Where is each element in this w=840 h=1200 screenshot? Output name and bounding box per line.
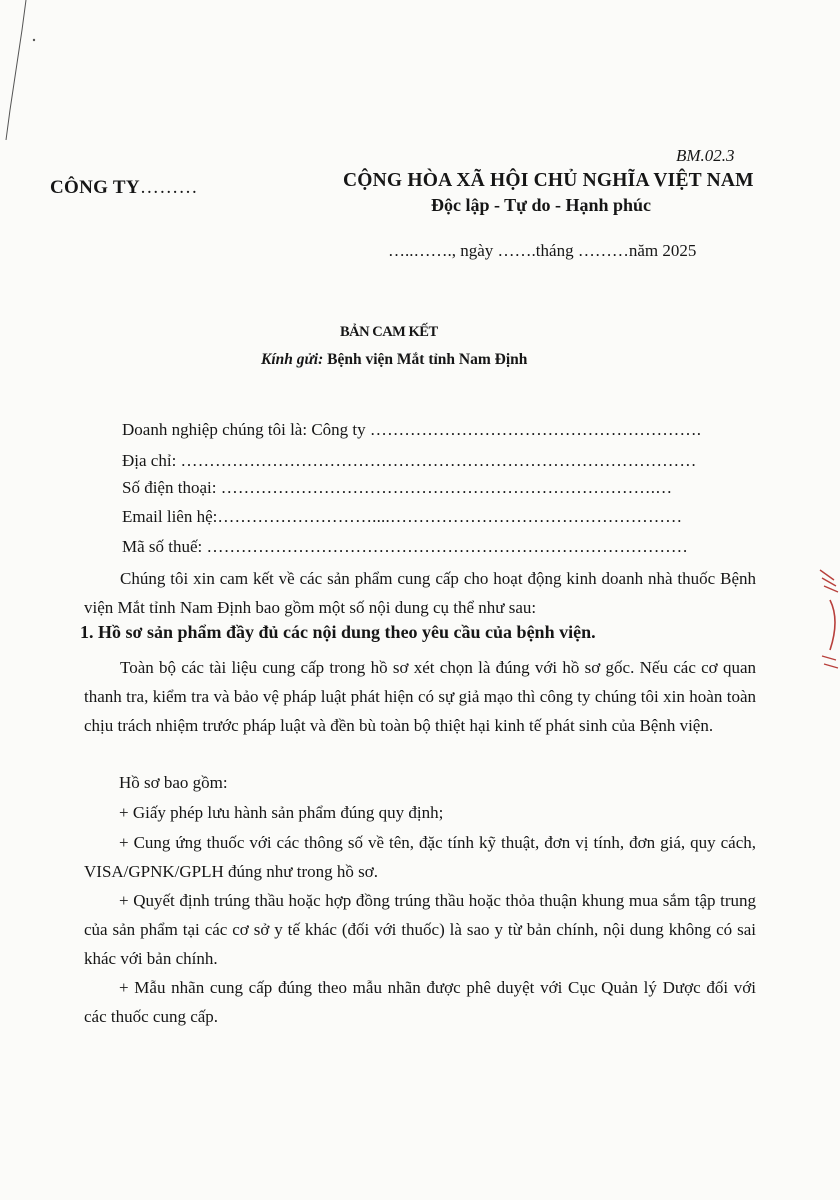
date-line: …..……., ngày …….tháng ………năm 2025 xyxy=(388,241,697,260)
field-label: Doanh nghiệp chúng tôi là: Công ty xyxy=(122,420,366,439)
field-dots: ………………………………………………………………….… xyxy=(220,478,673,497)
field-label: Số điện thoại: xyxy=(122,478,217,497)
section-1-heading: 1. Hồ sơ sản phẩm đầy đủ các nội dung theo yêu cầu của bệnh viện. xyxy=(80,622,596,642)
recipient-label: Kính gửi: xyxy=(261,351,324,368)
red-stamp-edge xyxy=(816,560,840,680)
list-item: + Mẫu nhãn cung cấp đúng theo mẫu nhãn được phê duyệt với Cục Quản lý Dược đối với các thuốc cung cấp. xyxy=(84,978,756,1026)
field-company xyxy=(122,420,701,440)
field-label: Địa chỉ: xyxy=(122,451,177,470)
field-label: Email liên hệ: xyxy=(122,507,218,526)
list-item: + Cung ứng thuốc với các thông số về tên, đặc tính kỹ thuật, đơn vị tính, đơn giá, quy cách, VISA/GPNK/GPLH đúng như trong hồ sơ. xyxy=(84,833,756,881)
field-dots: ………………………………………………………………………… xyxy=(206,537,689,556)
field-dots: ………………………....…………………………………………… xyxy=(217,507,683,526)
list-item: + Quyết định trúng thầu hoặc hợp đồng trúng thầu hoặc thỏa thuận khung mua sắm tập trung của sản phẩm tại các cơ sở y tế khác (đối với thuốc) là sao y từ bản chính, nội dung không có sai khác với bản chính. xyxy=(84,891,756,968)
scan-edge-mark xyxy=(2,0,42,140)
field-phone xyxy=(122,478,672,498)
intro-paragraph: Chúng tôi xin cam kết về các sản phẩm cung cấp cho hoạt động kinh doanh nhà thuốc Bệnh viện Mắt tỉnh Nam Định bao gồm một số nội dung cụ thể như sau: xyxy=(84,569,756,617)
section-1-paragraph: Toàn bộ các tài liệu cung cấp trong hồ sơ xét chọn là đúng với hồ sơ gốc. Nếu các cơ quan thanh tra, kiểm tra và bảo vệ pháp luật phát hiện có sự giả mạo thì công ty chúng tôi xin hoàn toàn chịu trách nhiệm trước pháp luật và đền bù toàn bộ thiệt hại kinh tế phát sinh của Bệnh viện. xyxy=(84,658,756,735)
document-title: BẢN CAM KẾT xyxy=(340,324,438,340)
field-email xyxy=(122,507,682,527)
company-label: CÔNG TY xyxy=(50,177,140,198)
recipient-line xyxy=(261,351,527,369)
national-motto: Độc lập - Tự do - Hạnh phúc xyxy=(431,195,652,215)
field-dots: ……………………………………………………………………………… xyxy=(180,451,697,470)
field-tax-code xyxy=(122,537,688,557)
company-name xyxy=(50,177,198,199)
recipient-name: Bệnh viện Mắt tỉnh Nam Định xyxy=(327,351,528,368)
list-item: + Giấy phép lưu hành sản phẩm đúng quy định; xyxy=(119,803,444,822)
national-title: CỘNG HÒA XÃ HỘI CHỦ NGHĨA VIỆT NAM xyxy=(343,170,754,191)
form-code: BM.02.3 xyxy=(676,146,735,165)
field-label: Mã số thuế: xyxy=(122,537,203,556)
field-dots: …………………………………………………. xyxy=(369,420,702,439)
list-intro: Hồ sơ bao gồm: xyxy=(119,773,228,792)
company-dots: ……… xyxy=(139,177,198,198)
field-address xyxy=(122,451,697,471)
